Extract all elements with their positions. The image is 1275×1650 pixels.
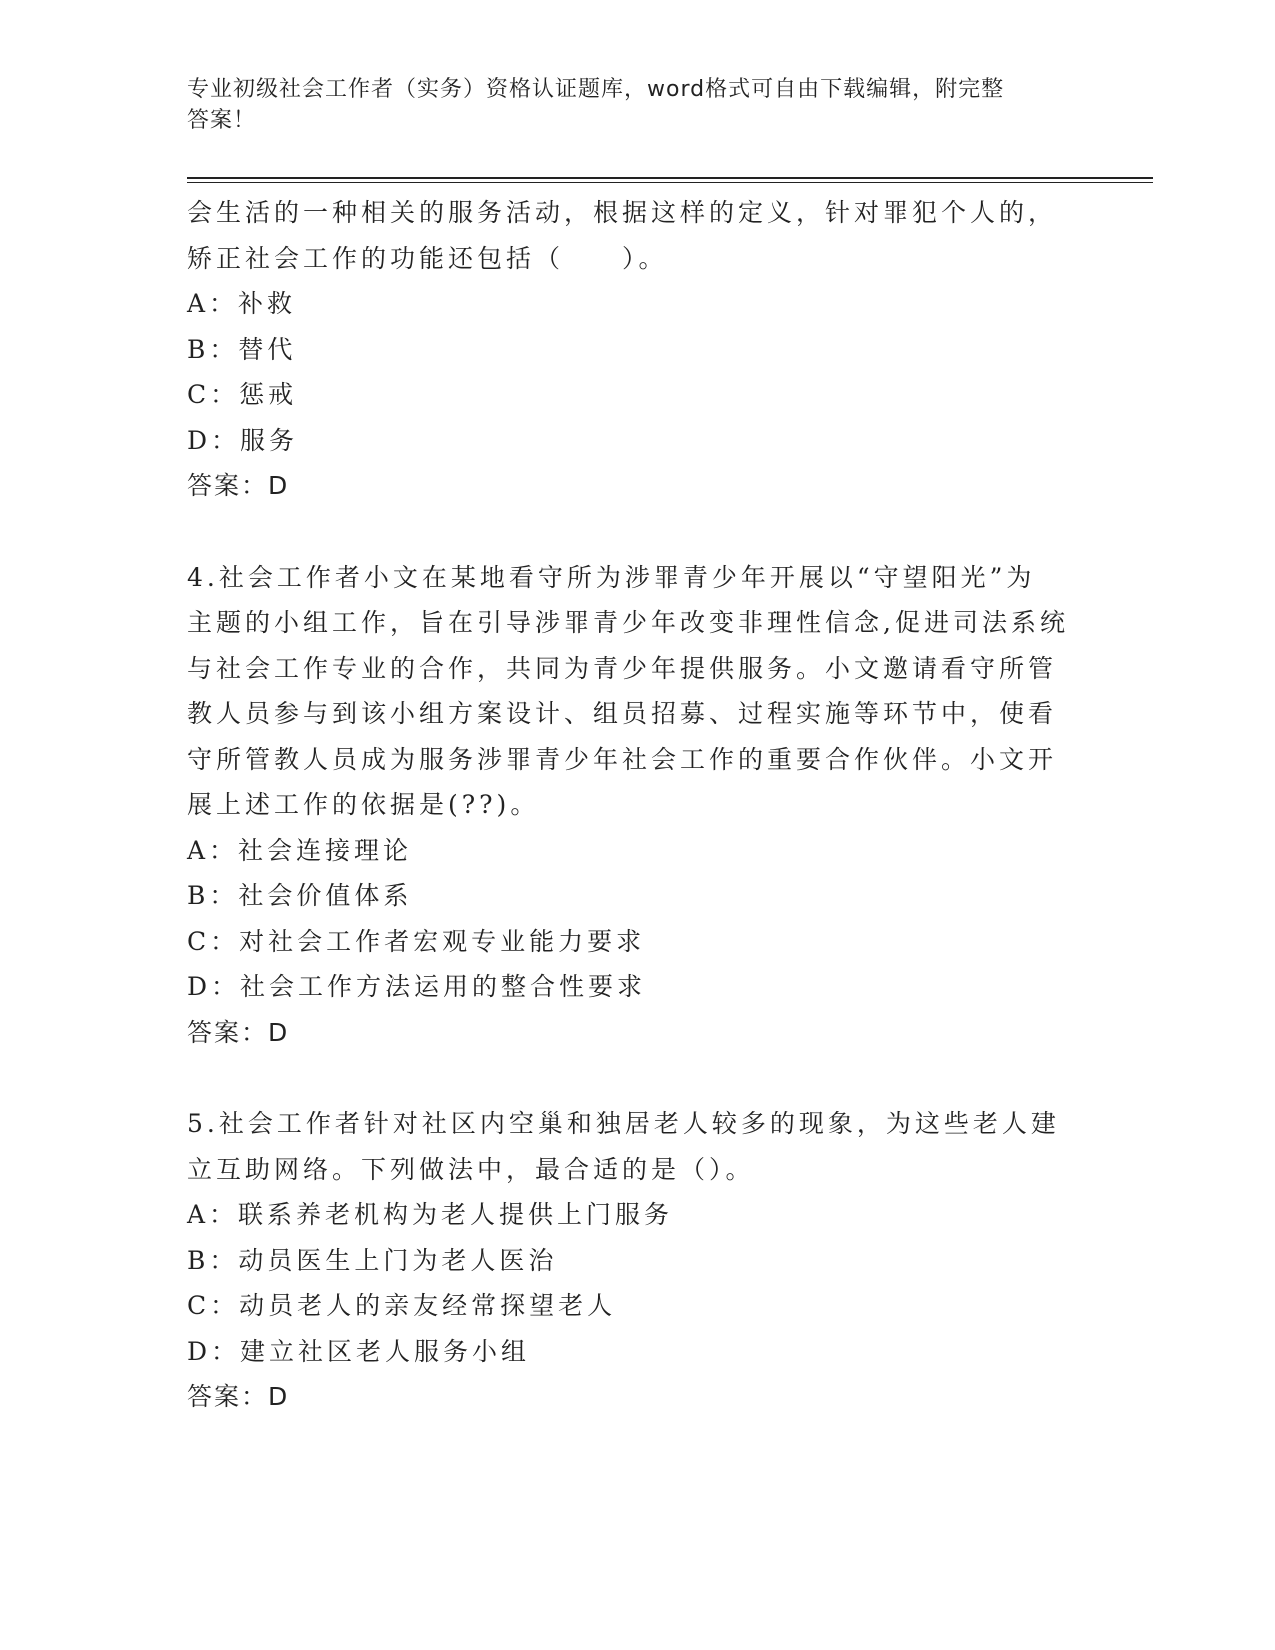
question-4-option-c: C：对社会工作者宏观专业能力要求 — [187, 926, 646, 956]
question-5-stem-line-2: 立互助网络。下列做法中，最合适的是（）。 — [187, 1154, 755, 1184]
header-divider-thin — [187, 182, 1153, 183]
question-3-option-c: C：惩戒 — [187, 380, 298, 409]
spacer — [187, 509, 1087, 555]
question-4-stem-line-6: 展上述工作的依据是(??)。 — [187, 790, 540, 819]
question-5-answer: 答案：D — [187, 1382, 290, 1411]
question-3-stem-line-2: 矫正社会工作的功能还包括（ ）。 — [187, 243, 668, 273]
page-header — [187, 74, 1067, 136]
spacer — [187, 1055, 1087, 1101]
question-4 — [187, 555, 1087, 1056]
question-4-option-d: D：社会工作方法运用的整合性要求 — [187, 972, 647, 1001]
header-divider-thick — [187, 177, 1153, 179]
question-3 — [187, 190, 1087, 509]
question-5-option-c: C：动员老人的亲友经常探望老人 — [187, 1291, 617, 1320]
question-3-stem-line-1: 会生活的一种相关的服务活动，根据这样的定义，针对罪犯个人的， — [187, 198, 1058, 227]
question-3-option-d: D：服务 — [187, 425, 299, 455]
header-line-1: 专业初级社会工作者（实务）资格认证题库，word格式可自由下载编辑，附完整 — [187, 77, 1005, 102]
question-4-answer: 答案：D — [187, 1017, 290, 1047]
question-4-stem-line-2: 主题的小组工作，旨在引导涉罪青少年改变非理性信念,促进司法系统 — [187, 608, 1069, 637]
question-5 — [187, 1101, 1087, 1420]
question-4-stem-line-3: 与社会工作专业的合作，共同为青少年提供服务。小文邀请看守所管 — [187, 653, 1058, 683]
question-4-stem-line-5: 守所管教人员成为服务涉罪青少年社会工作的重要合作伙伴。小文开 — [187, 744, 1058, 774]
question-4-stem-line-1: 4.社会工作者小文在某地看守所为涉罪青少年开展以“守望阳光”为 — [187, 562, 1036, 592]
question-5-stem-line-1: 5.社会工作者针对社区内空巢和独居老人较多的现象，为这些老人建 — [187, 1109, 1060, 1138]
question-3-option-b: B：替代 — [187, 334, 297, 364]
question-5-option-a: A：联系养老机构为老人提供上门服务 — [187, 1200, 674, 1229]
question-3-option-a: A：补救 — [187, 289, 297, 318]
question-list — [187, 190, 1087, 1420]
question-5-option-d: D：建立社区老人服务小组 — [187, 1336, 531, 1366]
question-5-option-b: B：动员医生上门为老人医治 — [187, 1245, 558, 1275]
question-3-answer: 答案：D — [187, 471, 290, 500]
question-4-option-a: A：社会连接理论 — [187, 835, 413, 865]
header-line-2: 答案！ — [187, 108, 257, 133]
question-4-option-b: B：社会价值体系 — [187, 881, 413, 910]
question-4-stem-line-4: 教人员参与到该小组方案设计、组员招募、过程实施等环节中，使看 — [187, 699, 1058, 728]
